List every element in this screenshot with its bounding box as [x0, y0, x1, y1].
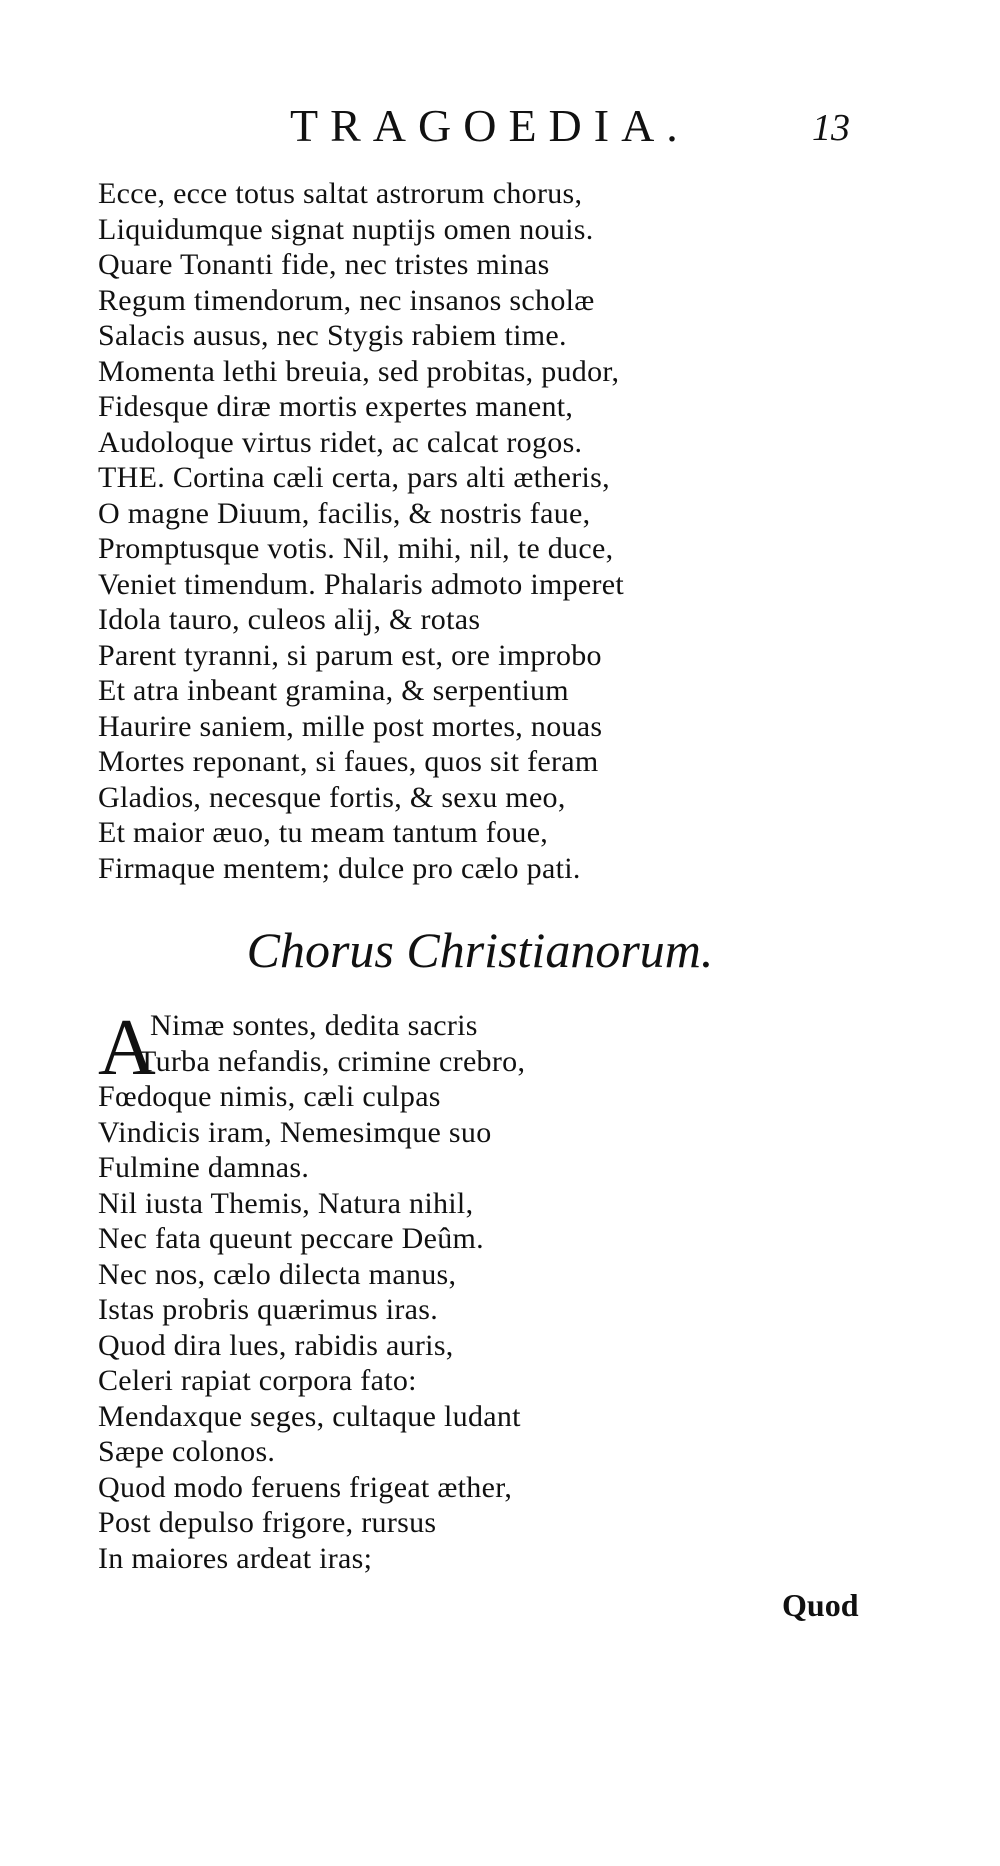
verse-line: Idola tauro, culeos alij, & rotas [98, 603, 481, 636]
running-title: TRAGOEDIA. [290, 100, 690, 151]
verse-line: Sæpe colonos. [98, 1435, 276, 1468]
chorus-heading: Chorus Christianorum. [246, 922, 714, 978]
verse-line: Mortes reponant, si faues, quos sit feram [98, 745, 599, 778]
verse-line: Gladios, necesque fortis, & sexu meo, [98, 780, 566, 814]
verse-line: Parent tyranni, si parum est, ore improbo [98, 638, 602, 672]
verse-line: Celeri rapiat corpora fato: [98, 1364, 417, 1397]
verse-line: Nil iusta Themis, Natura nihil, [98, 1186, 474, 1220]
verse-line: Veniet timendum. Phalaris admoto imperet [98, 567, 625, 601]
verse-line: Momenta lethi breuia, sed probitas, pudor, [98, 354, 620, 388]
verse-line: Quod dira lues, rabidis auris, [98, 1328, 454, 1362]
verse-line: Fulmine damnas. [98, 1151, 310, 1184]
verse-line: Haurire saniem, mille post mortes, nouas [98, 709, 603, 743]
verse-line: Et atra inbeant gramina, & serpentium [98, 674, 569, 707]
verse-line: Nec nos, cælo dilecta manus, [98, 1257, 457, 1291]
verse-line: Fœdoque nimis, cæli culpas [98, 1080, 441, 1113]
verse-line: THE. Cortina cæli certa, pars alti ætheris, [98, 461, 610, 494]
catchword: Quod [782, 1587, 859, 1623]
verse-line: Nec fata queunt peccare Deûm. [98, 1222, 484, 1255]
verse-line: Turba nefandis, crimine crebro, [138, 1044, 526, 1078]
verse-line: Promptusque votis. Nil, mihi, nil, te duce, [98, 532, 614, 565]
verse-line: Post depulso frigore, rursus [98, 1506, 437, 1539]
page-number: 13 [812, 107, 850, 149]
verse-line: Ecce, ecce totus saltat astrorum chorus, [98, 177, 583, 210]
verse-line: Quod modo feruens frigeat æther, [98, 1470, 513, 1504]
verse-stanza-one [98, 176, 624, 886]
verse-line: Mendaxque seges, cultaque ludant [98, 1399, 521, 1433]
verse-line: Et maior æuo, tu meam tantum foue, [98, 816, 549, 849]
verse-line: Salacis ausus, nec Stygis rabiem time. [98, 319, 567, 352]
verse-line: Nimæ sontes, dedita sacris [150, 1009, 478, 1042]
chorus-verse [98, 1004, 526, 1576]
running-head [0, 96, 1000, 156]
verse-line: Audoloque virtus ridet, ac calcat rogos. [98, 425, 583, 459]
verse-line: Liquidumque signat nuptijs omen nouis. [98, 212, 594, 246]
verse-line: Istas probris quærimus iras. [98, 1293, 439, 1326]
verse-line: In maiores ardeat iras; [98, 1541, 373, 1575]
verse-line: Firmaque mentem; dulce pro cælo pati. [98, 851, 581, 885]
verse-line: Quare Tonanti fide, nec tristes minas [98, 248, 550, 281]
drop-cap: A [98, 1004, 156, 1092]
chorus-lines [98, 1004, 526, 1576]
verse-line: O magne Diuum, facilis, & nostris faue, [98, 496, 591, 530]
verse-line: Fidesque diræ mortis expertes manent, [98, 390, 574, 423]
verse-line: Vindicis iram, Nemesimque suo [98, 1115, 492, 1149]
verse-line: Regum timendorum, nec insanos scholæ [98, 283, 595, 317]
